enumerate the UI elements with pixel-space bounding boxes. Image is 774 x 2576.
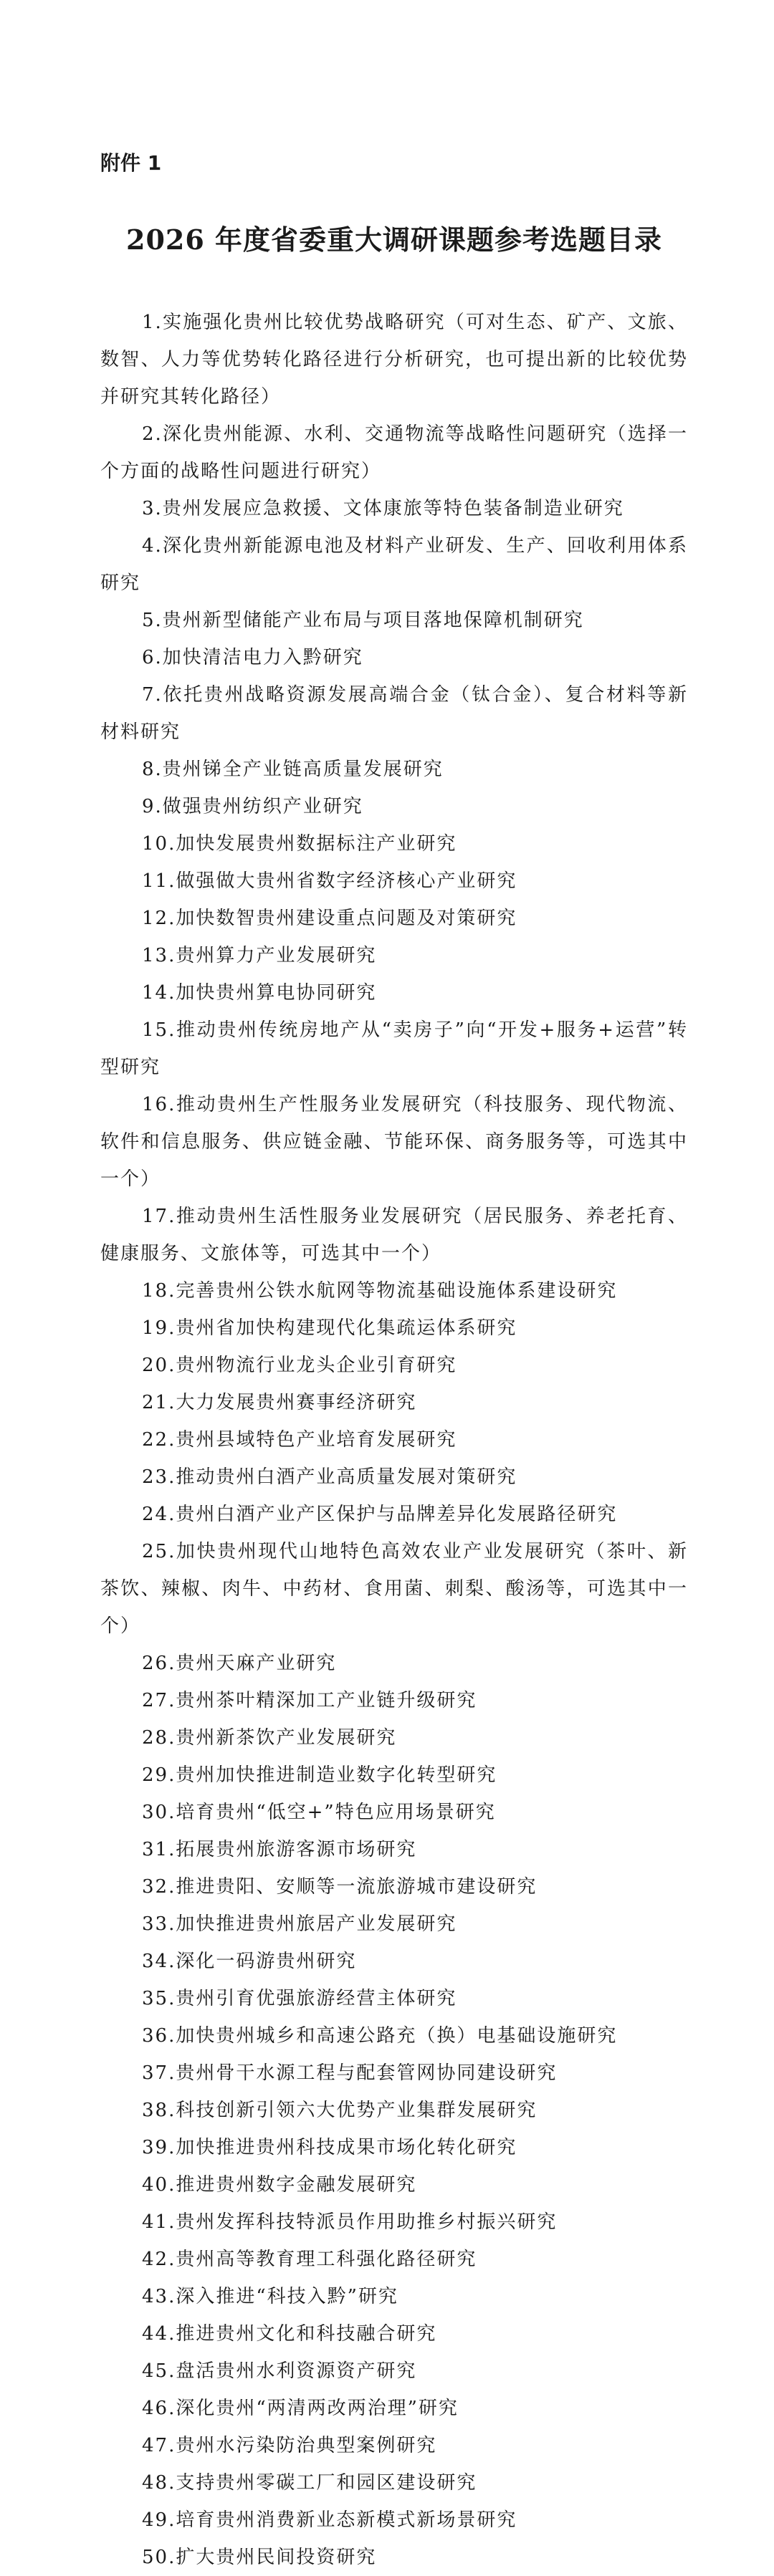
topic-item: 39.加快推进贵州科技成果市场化转化研究 (142, 2137, 517, 2158)
topic-item: 47.贵州水污染防治典型案例研究 (142, 2435, 437, 2456)
topic-item: 34.深化一码游贵州研究 (142, 1951, 357, 1972)
topic-item: 28.贵州新茶饮产业发展研究 (142, 1727, 397, 1749)
topic-item: 9.做强贵州纺织产业研究 (142, 796, 363, 817)
topic-item: 22.贵州县域特色产业培育发展研究 (142, 1429, 457, 1451)
topic-item: 4.深化贵州新能源电池及材料产业研发、生产、回收利用体系研究 (100, 535, 688, 594)
topic-item: 19.贵州省加快构建现代化集疏运体系研究 (142, 1317, 517, 1339)
topic-item: 45.盘活贵州水利资源资产研究 (142, 2360, 417, 2382)
topic-item: 43.深入推进“科技入黔”研究 (142, 2286, 398, 2307)
topic-item: 48.支持贵州零碳工厂和园区建设研究 (142, 2472, 477, 2494)
topic-item: 18.完善贵州公铁水航网等物流基础设施体系建设研究 (142, 1280, 618, 1302)
topic-item: 41.贵州发挥科技特派员作用助推乡村振兴研究 (142, 2211, 558, 2233)
topic-item: 29.贵州加快推进制造业数字化转型研究 (142, 1764, 497, 1786)
topic-item: 7.依托贵州战略资源发展高端合金（钛合金）、复合材料等新材料研究 (100, 684, 688, 743)
topic-item: 37.贵州骨干水源工程与配套管网协同建设研究 (142, 2062, 558, 2084)
topic-item: 24.贵州白酒产业产区保护与品牌差异化发展路径研究 (142, 1504, 618, 1525)
attachment-label: 附件 1 (100, 151, 162, 175)
topic-item: 30.培育贵州“低空+”特色应用场景研究 (142, 1802, 496, 1823)
topic-item: 5.贵州新型储能产业布局与项目落地保障机制研究 (142, 610, 584, 631)
topic-item: 8.贵州锑全产业链高质量发展研究 (142, 759, 444, 780)
topic-item: 12.加快数智贵州建设重点问题及对策研究 (142, 908, 517, 929)
document-title: 2026 年度省委重大调研课题参考选题目录 (126, 224, 662, 256)
topic-item: 44.推进贵州文化和科技融合研究 (142, 2323, 437, 2345)
topic-item: 16.推动贵州生产性服务业发展研究（科技服务、现代物流、软件和信息服务、供应链金融、节能环保、商务服务等，可选其中一个） (100, 1094, 688, 1190)
topic-item: 2.深化贵州能源、水利、交通物流等战略性问题研究（选择一个方面的战略性问题进行研究） (100, 423, 688, 482)
topic-item: 10.加快发展贵州数据标注产业研究 (142, 833, 457, 855)
topic-item: 13.贵州算力产业发展研究 (142, 945, 377, 966)
topic-item: 11.做强做大贵州省数字经济核心产业研究 (142, 870, 517, 892)
topic-item: 1.实施强化贵州比较优势战略研究（可对生态、矿产、文旅、数智、人力等优势转化路径进行分析研究，也可提出新的比较优势并研究其转化路径） (100, 312, 688, 408)
topic-item: 17.推动贵州生活性服务业发展研究（居民服务、养老托育、健康服务、文旅体等，可选其中一个） (100, 1206, 688, 1264)
topic-item: 40.推进贵州数字金融发展研究 (142, 2174, 417, 2196)
topic-item: 23.推动贵州白酒产业高质量发展对策研究 (142, 1466, 517, 1488)
topic-item: 46.深化贵州“两清两改两治理”研究 (142, 2398, 459, 2419)
topic-item: 20.贵州物流行业龙头企业引育研究 (142, 1355, 457, 1376)
topic-list (100, 304, 688, 2576)
topic-item: 31.拓展贵州旅游客源市场研究 (142, 1839, 417, 1860)
topic-item: 21.大力发展贵州赛事经济研究 (142, 1392, 417, 1413)
topic-item: 27.贵州茶叶精深加工产业链升级研究 (142, 1690, 477, 1711)
topic-item: 50.扩大贵州民间投资研究 (142, 2547, 377, 2568)
topic-item: 42.贵州高等教育理工科强化路径研究 (142, 2249, 477, 2270)
topic-item: 3.贵州发展应急救援、文体康旅等特色装备制造业研究 (142, 498, 624, 519)
topic-item: 49.培育贵州消费新业态新模式新场景研究 (142, 2509, 517, 2531)
topic-item: 14.加快贵州算电协同研究 (142, 982, 377, 1004)
topic-item: 15.推动贵州传统房地产从“卖房子”向“开发+服务+运营”转型研究 (100, 1019, 688, 1078)
topic-item: 33.加快推进贵州旅居产业发展研究 (142, 1913, 457, 1935)
topic-item: 6.加快清洁电力入黔研究 (142, 647, 363, 668)
topic-item: 38.科技创新引领六大优势产业集群发展研究 (142, 2100, 538, 2121)
topic-item: 36.加快贵州城乡和高速公路充（换）电基础设施研究 (142, 2025, 618, 2047)
topic-item: 32.推进贵阳、安顺等一流旅游城市建设研究 (142, 1876, 538, 1898)
topic-item: 25.加快贵州现代山地特色高效农业产业发展研究（茶叶、新茶饮、辣椒、肉牛、中药材、食用菌、刺梨、酸汤等，可选其中一个） (100, 1541, 688, 1637)
topic-item: 26.贵州天麻产业研究 (142, 1653, 337, 1674)
topic-item: 35.贵州引育优强旅游经营主体研究 (142, 1988, 457, 2009)
